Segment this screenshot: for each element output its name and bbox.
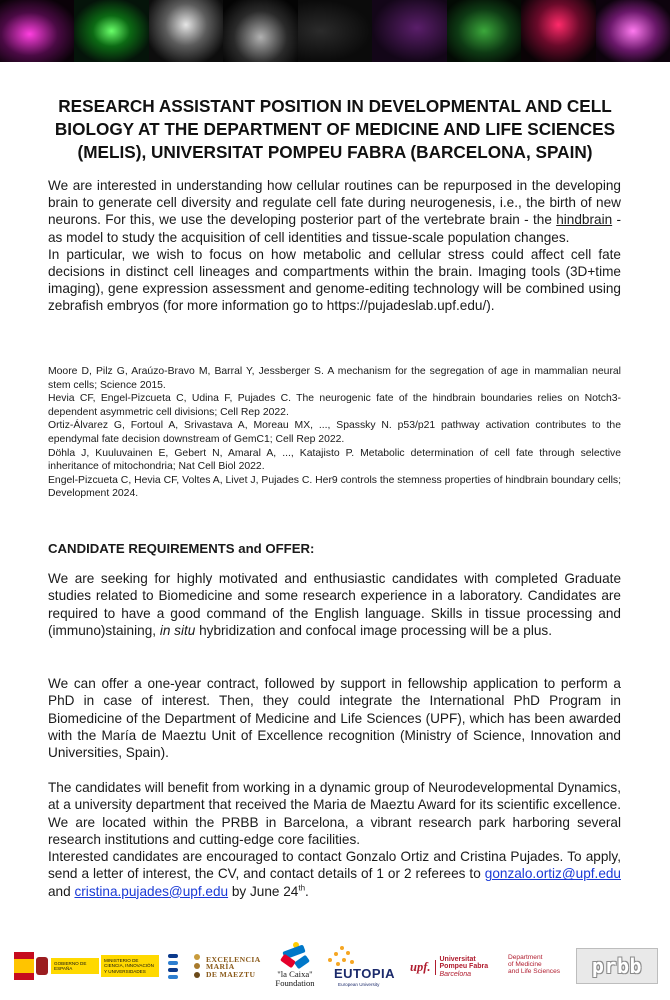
upf-line: Pompeu Fabra [439,963,489,971]
banner-image-magenta-cell-clusters [596,0,670,62]
deadline-period: . [305,883,309,899]
upf-logo [410,950,506,984]
banner-image-purple-cells [372,0,446,62]
maeztu-line: MARÍA [206,962,235,972]
requirements-text: We are seeking for highly motivated and enthusiastic candidates with completed Graduate studies related to Biomedicine and some research experience in a laboratory. Candidates are required to have a good command of the English language. Skills in tissue processing and (immuno)staining, [48,571,621,638]
requirements-paragraph [48,570,621,639]
eutopia-dots-icon [322,944,356,968]
melis-department-logo [508,954,574,984]
references-list [48,365,621,501]
benefits-paragraph: The candidates will benefit from working in a dynamic group of Neurodevelopmental Dynamics, at a university department that received the Maria de Maeztu Award for its scientific excellence. We are located within the PRBB in Barcelona, a vibrant research park harboring several research institutions and cutting-edge core facilities. [48,780,621,847]
upf-label [440,956,489,979]
intro-text-cont: - as model to study the acquisition of cell identities and tissue-scale population changes. [48,212,621,245]
maeztu-label [206,956,261,978]
intro-section [48,177,621,315]
contact-and: and [48,883,75,899]
hindbrain-link[interactable]: hindbrain [556,212,613,228]
offer-paragraph: We can offer a one-year contract, followed by support in fellowship application to perform a PhD in case of interest. Then, they could integrate the International PhD Program in Biomedicine of the Department of Medicine and Life Sciences (UPF), which has been awarded with the María de Maeztu Unit of Excellence recognition (Ministry of Science, Innovation and Universities, Spain). [48,676,621,761]
eutopia-logo [318,944,402,992]
maeztu-mark-icon [192,954,202,980]
contact-text: Interested candidates are encouraged to contact Gonzalo Ortiz and Cristina Pujades. To apply, send a letter of interest, the CV, and contact details of 1 or 2 referees to [48,849,621,882]
reference-item: Hevia CF, Engel-Pizcueta C, Udina F, Pujades C. The neurogenic fate of the hindbrain boundaries relies on Notch3-dependent asymmetric cell divisions; Cell Rep 2022. [48,393,621,418]
banner-image-dark-tissue [298,0,372,62]
eu-stack-logo-icon [164,950,182,982]
maeztu-line: EXCELENCIA [206,954,261,964]
upf-line: Barcelona [439,970,472,978]
dept-line: of Medicine [508,961,542,969]
deadline-text: by June 24 [228,883,299,899]
deadline-superscript: th [298,883,306,893]
requirements-text-cont: hybridization and confocal image processing will be a plus. [195,622,552,638]
requirements-heading: CANDIDATE REQUIREMENTS and OFFER: [48,541,315,556]
intro-paragraph-2: In particular, we wish to focus on how metabolic and cellular stress could affect cell fate decisions in distinct cell lineages and compartments within the brain. Imaging tools (3D+time imaging), gene expression assessment and genome-editing technology will be combined using zebrafish embryos (for more information go to https://pujadeslab.upf.edu/). [48,246,621,314]
in-situ-term: in situ [159,622,196,638]
intro-paragraph-1 [48,177,621,246]
header-image-strip [0,0,670,62]
reference-item: Döhla J, Kuuluvainen E, Gebert N, Amaral A, ..., Katajisto P. Metabolic determination of cell fate through selective inheritance of mitochondria; Nat Cell Biol 2022. [48,447,621,473]
reference-item: Ortiz-Álvarez G, Fortoul A, Srivastava A, Moreau MX, ..., Spassky N. p53/p21 pathway activation contributes to the ependymal fate decision downstream of GemC1; Cell Rep 2022. [48,420,621,445]
spain-flag-icon [14,952,34,980]
prbb-logo: prbb [576,948,658,984]
banner-image-red-neurons [521,0,595,62]
footer-logos [14,942,660,992]
eutopia-label: EUTOPIA [334,966,396,981]
upf-line: Universitat [439,955,476,963]
la-caixa-label: "la Caixa" [277,969,313,979]
dept-line: Department [508,954,543,961]
coat-of-arms-icon [36,957,48,975]
ministry-label: MINISTERIO DE CIENCIA, INNOVACIÓN Y UNIVERSIDADES [101,955,159,977]
email-link-gonzalo[interactable]: gonzalo.ortiz@upf.edu [484,866,621,882]
banner-image-green-neural-tube [74,0,148,62]
gov-label: GOBIERNO DE ESPAÑA [51,958,99,975]
email-link-cristina[interactable]: cristina.pujades@upf.edu [74,883,229,899]
la-caixa-star-icon [275,942,315,970]
spanish-government-logo [14,950,159,982]
banner-image-fluorescent-magenta-hindbrain [0,0,74,62]
reference-item: Moore D, Pilz G, Araúzo-Bravo M, Barral Y, Jessberger S. A mechanism for the segregation of age in mammalian neural stem cells; Science 2015. [48,366,621,391]
la-caixa-foundation-label: Foundation [275,978,315,988]
banner-image-grey-embryo-section [223,0,297,62]
banner-image-green-neurons [447,0,521,62]
banner-image-grey-hindbrain-section [149,0,223,62]
maeztu-line: DE MAEZTU [206,969,256,979]
dept-line: and Life Sciences [508,968,561,976]
reference-item: Engel-Pizcueta C, Hevia CF, Voltes A, Livet J, Pujades C. Her9 controls the stemness properties of hindbrain boundary cells; Development 2024. [48,474,621,500]
page-title: RESEARCH ASSISTANT POSITION IN DEVELOPMENTAL AND CELL BIOLOGY AT THE DEPARTMENT OF MEDICINE AND LIFE SCIENCES (MELIS), UNIVERSITAT POMPEU FABRA (BARCELONA, SPAIN) [54,96,616,162]
contact-paragraph [48,848,621,900]
upf-mark-icon: upf. [410,960,436,975]
benefits-contact-section [48,779,621,900]
eutopia-sublabel: European University [338,982,380,987]
intro-text: We are interested in understanding how cellular routines can be repurposed in the developing brain to generate cell diversity and regulate cell fate during neurogenesis, i.e., the birth of new neurons. For this, we use the developing posterior part of the vertebrate brain - the [48,178,621,228]
